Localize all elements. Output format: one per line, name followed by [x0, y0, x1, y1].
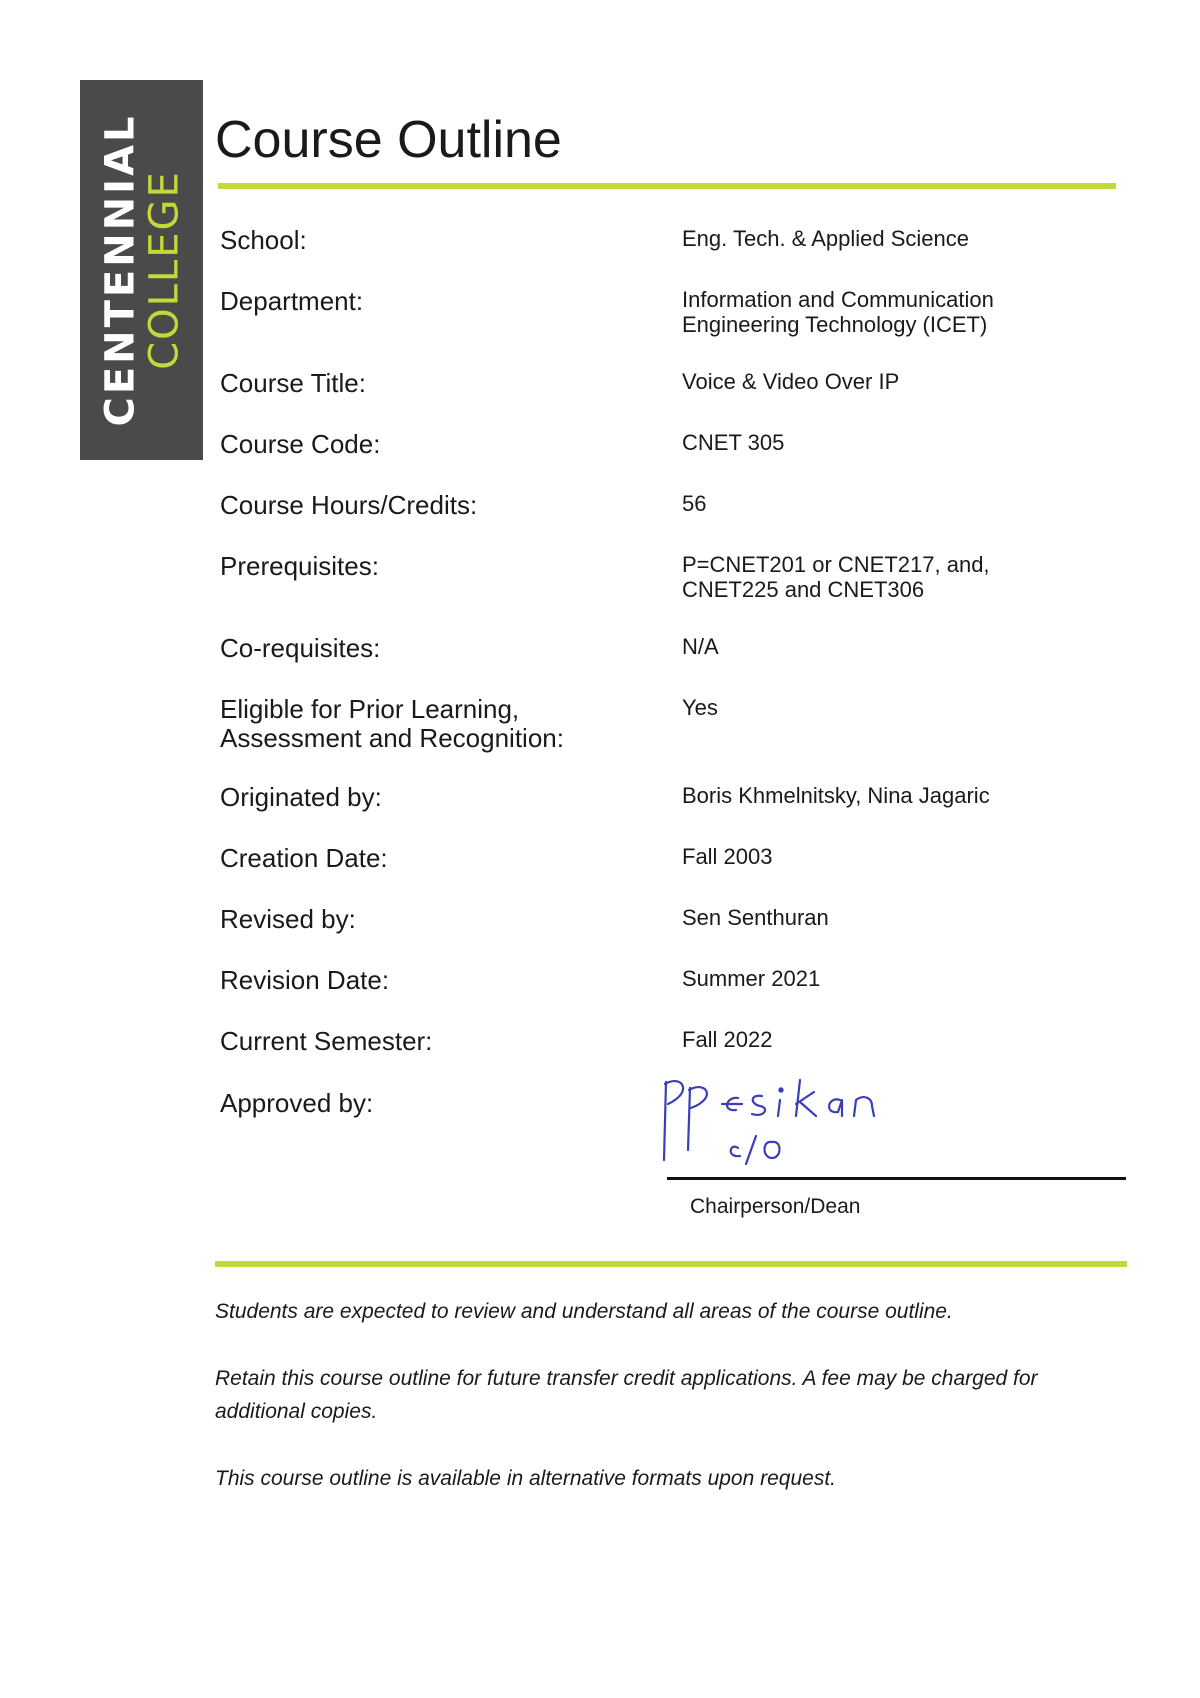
notes-divider: [215, 1261, 1127, 1267]
field-value: Yes: [682, 695, 718, 720]
title-divider: [218, 183, 1116, 189]
note-retain: Retain this course outline for future transfer credit applications. A fee may be charged for additional copies.: [215, 1367, 1038, 1423]
page-title: Course Outline: [215, 111, 562, 169]
field-label: Approved by:: [220, 1088, 374, 1118]
field-value: Eng. Tech. & Applied Science: [682, 226, 970, 251]
field-label: Revision Date:: [220, 965, 390, 995]
note-review: Students are expected to review and understand all areas of the course outline.: [215, 1300, 953, 1323]
college-logo: [80, 80, 203, 460]
signature-caption: Chairperson/Dean: [690, 1195, 861, 1218]
field-label: Originated by:: [220, 782, 382, 812]
field-label: Course Code:: [220, 429, 381, 459]
field-label-line: Eligible for Prior Learning,: [220, 694, 520, 724]
field-label: [220, 695, 650, 753]
field-value-line: Information and Communication: [682, 287, 994, 312]
signature-line: [667, 1177, 1126, 1180]
note-alternative-formats: This course outline is available in alternative formats upon request.: [215, 1467, 836, 1490]
field-value: CNET 305: [682, 430, 785, 455]
field-value: [682, 552, 1142, 602]
field-value: 56: [682, 491, 707, 516]
field-label: Creation Date:: [220, 843, 388, 873]
field-label: Co-requisites:: [220, 633, 381, 663]
field-label: Prerequisites:: [220, 551, 379, 581]
field-label: Current Semester:: [220, 1026, 433, 1056]
field-value: [682, 287, 1142, 337]
field-value-line: CNET225 and CNET306: [682, 577, 925, 602]
field-value: Fall 2003: [682, 844, 773, 869]
logo-line-centennial: CENTENNIAL: [97, 113, 143, 427]
field-value: Sen Senthuran: [682, 905, 829, 930]
field-label: School:: [220, 225, 307, 255]
logo-wordmark: [81, 80, 204, 460]
field-value: Voice & Video Over IP: [682, 369, 900, 394]
field-label-line: Assessment and Recognition:: [220, 723, 564, 753]
field-value: Summer 2021: [682, 966, 821, 991]
field-label: Course Hours/Credits:: [220, 490, 478, 520]
field-value: Fall 2022: [682, 1027, 773, 1052]
field-label: Department:: [220, 286, 364, 316]
field-value: Boris Khmelnitsky, Nina Jagaric: [682, 783, 990, 808]
field-value-line: Engineering Technology (ICET): [682, 312, 988, 337]
field-label: Revised by:: [220, 904, 356, 934]
field-value: N/A: [682, 634, 719, 659]
field-label: Course Title:: [220, 368, 366, 398]
logo-line-college: COLLEGE: [141, 170, 187, 370]
field-value-line: P=CNET201 or CNET217, and,: [682, 552, 990, 577]
signature-image: [660, 1070, 890, 1165]
